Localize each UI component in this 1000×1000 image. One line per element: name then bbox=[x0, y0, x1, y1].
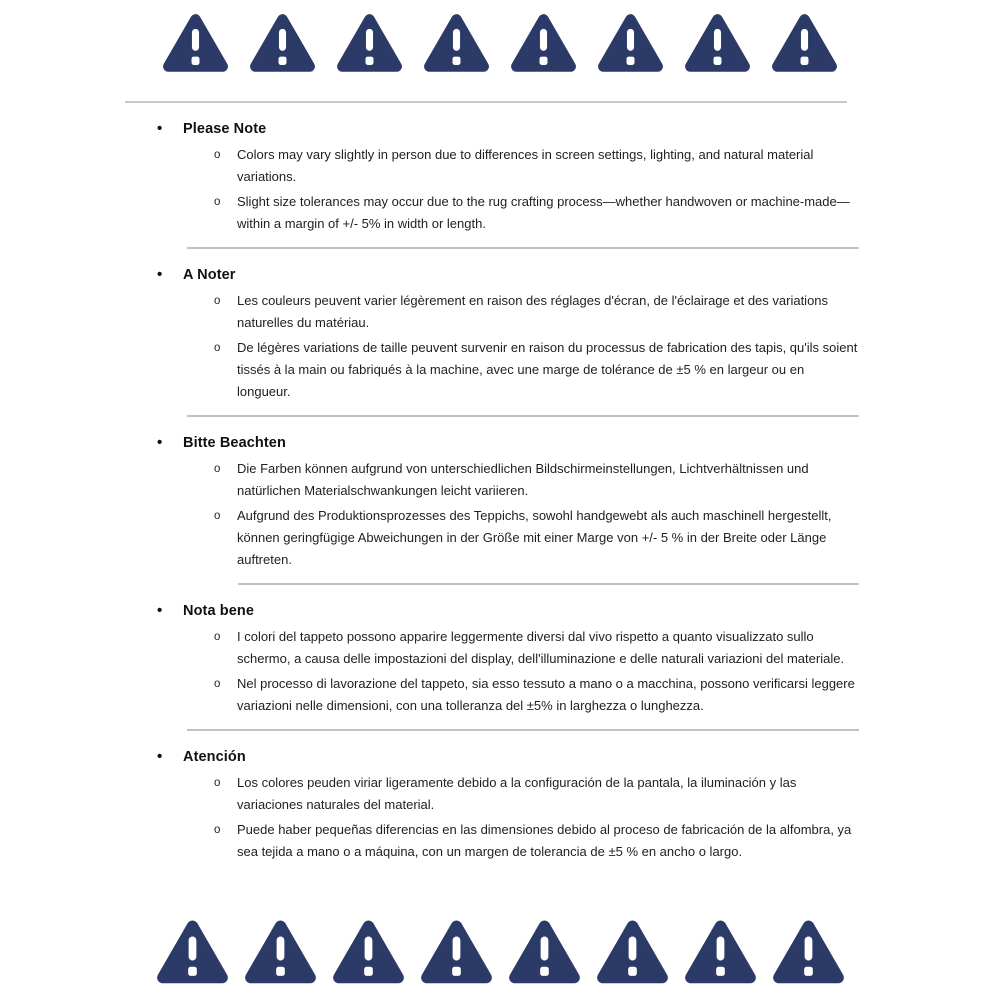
note-text: Los colores peuden viriar ligeramente debido a la configuración de la pantala, la iluminación y las variaciones naturales del material. bbox=[237, 775, 797, 812]
circle-marker: o bbox=[214, 463, 221, 475]
note-text: Nel processo di lavorazione del tappeto, sia esso tessuto a mano o a macchina, possono verificarsi leggere variazioni nelle dimensioni, con una tolleranza del ±5% in larghezza o lunghezza. bbox=[237, 676, 855, 713]
warning-triangle-icon bbox=[597, 12, 664, 75]
warning-triangle-icon bbox=[771, 12, 838, 75]
warning-triangle-icon bbox=[332, 917, 405, 988]
note-section-french bbox=[155, 249, 859, 417]
note-section-spanish bbox=[155, 731, 859, 863]
bullet-marker: • bbox=[157, 266, 163, 283]
note-text: Slight size tolerances may occur due to the rug crafting process—whether handwoven or machine-made—within a margin of +/- 5% in width or length. bbox=[237, 194, 850, 231]
note-section-italian bbox=[155, 585, 859, 731]
warning-banner-top bbox=[0, 0, 1000, 75]
section-heading: Please Note bbox=[183, 121, 267, 137]
circle-marker: o bbox=[214, 510, 221, 522]
bullet-marker: • bbox=[157, 120, 163, 137]
note-text: Puede haber pequeñas diferencias en las dimensiones debido al proceso de fabricación de la alfombra, ya sea tejida a mano o a máquina, con un margen de tolerancia de ±5 % en ancho o largo. bbox=[237, 822, 852, 859]
circle-marker: o bbox=[214, 342, 221, 354]
notes-content bbox=[155, 103, 859, 863]
list-item bbox=[213, 191, 859, 235]
circle-marker: o bbox=[214, 824, 221, 836]
list-item bbox=[213, 772, 859, 816]
circle-marker: o bbox=[214, 678, 221, 690]
warning-triangle-icon bbox=[510, 12, 577, 75]
circle-marker: o bbox=[214, 196, 221, 208]
warning-triangle-icon bbox=[249, 12, 316, 75]
bullet-marker: • bbox=[157, 602, 163, 619]
section-heading: Nota bene bbox=[183, 603, 254, 619]
bullet-marker: • bbox=[157, 748, 163, 765]
warning-triangle-icon bbox=[508, 917, 581, 988]
note-section-english bbox=[155, 103, 859, 249]
warning-triangle-icon bbox=[244, 917, 317, 988]
bullet-marker: • bbox=[157, 434, 163, 451]
warning-banner-bottom bbox=[0, 917, 1000, 988]
warning-triangle-icon bbox=[162, 12, 229, 75]
section-heading: A Noter bbox=[183, 267, 236, 283]
note-text: Les couleurs peuvent varier légèrement en raison des réglages d'écran, de l'éclairage et des variations naturelles du matériau. bbox=[237, 293, 829, 330]
warning-triangle-icon bbox=[423, 12, 490, 75]
list-item bbox=[213, 505, 859, 571]
list-item bbox=[213, 144, 859, 188]
warning-triangle-icon bbox=[772, 917, 845, 988]
note-text: I colori del tappeto possono apparire leggermente diversi dal vivo rispetto a quanto visualizzato sullo schermo, a causa delle impostazioni del display, dell'illuminazione e delle naturali variazioni del materiale. bbox=[237, 629, 845, 666]
circle-marker: o bbox=[214, 631, 221, 643]
section-heading: Atención bbox=[183, 749, 246, 765]
note-text: Colors may vary slightly in person due to differences in screen settings, lighting, and natural material variations. bbox=[237, 147, 814, 184]
note-text: De légères variations de taille peuvent survenir en raison du processus de fabrication des tapis, qu'ils soient tissés à la main ou fabriqués à la machine, avec une marge de tolérance de ±5 % en largeur ou en longueur. bbox=[237, 340, 858, 399]
section-heading: Bitte Beachten bbox=[183, 435, 286, 451]
warning-triangle-icon bbox=[156, 917, 229, 988]
note-section-german bbox=[155, 417, 859, 585]
note-text: Die Farben können aufgrund von unterschiedlichen Bildschirmeinstellungen, Lichtverhältnissen und natürlichen Materialschwankungen leicht variieren. bbox=[237, 461, 809, 498]
list-item bbox=[213, 458, 859, 502]
warning-triangle-icon bbox=[420, 917, 493, 988]
circle-marker: o bbox=[214, 777, 221, 789]
warning-triangle-icon bbox=[596, 917, 669, 988]
circle-marker: o bbox=[214, 149, 221, 161]
note-text: Aufgrund des Produktionsprozesses des Teppichs, sowohl handgewebt als auch maschinell hergestellt, können geringfügige Abweichungen in der Größe mit einer Marge von +/- 5 % in der Breite oder Länge auftreten. bbox=[237, 508, 832, 567]
list-item bbox=[213, 819, 859, 863]
warning-triangle-icon bbox=[684, 12, 751, 75]
circle-marker: o bbox=[214, 295, 221, 307]
list-item bbox=[213, 337, 859, 403]
list-item bbox=[213, 673, 859, 717]
list-item bbox=[213, 290, 859, 334]
warning-triangle-icon bbox=[336, 12, 403, 75]
warning-triangle-icon bbox=[684, 917, 757, 988]
list-item bbox=[213, 626, 859, 670]
